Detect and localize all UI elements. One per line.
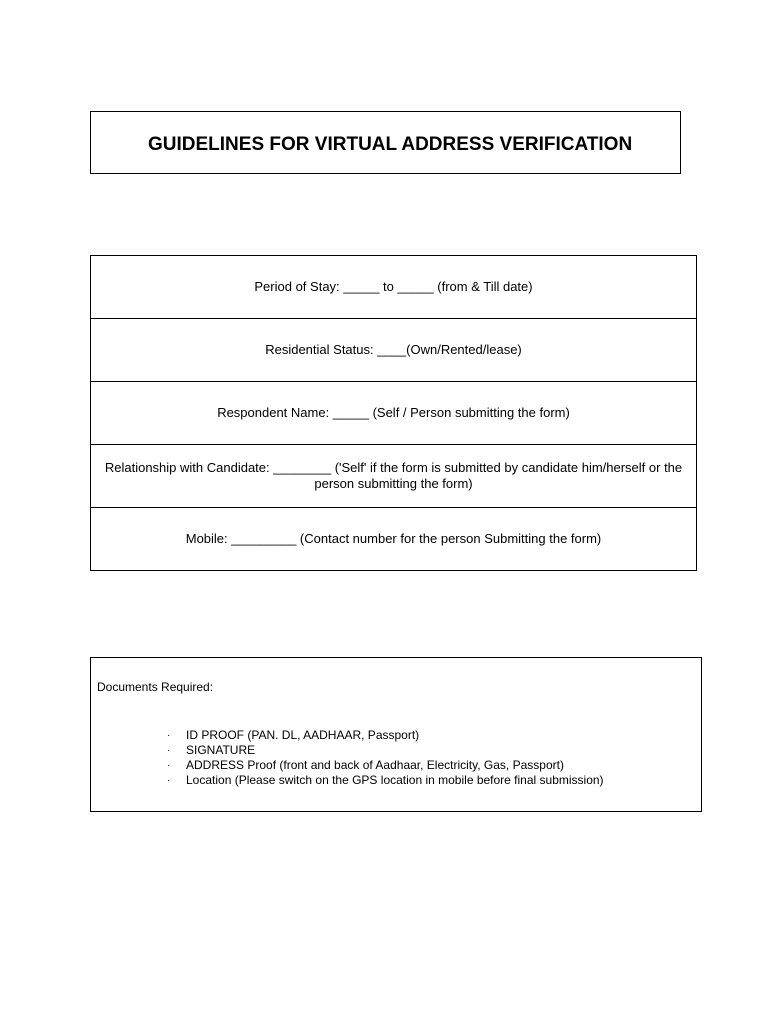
field-row-relationship — [91, 445, 697, 508]
list-item — [167, 773, 604, 788]
field-residential-status: Residential Status: ____(Own/Rented/lease) — [91, 319, 697, 382]
field-row-residential-status — [91, 319, 697, 382]
field-mobile: Mobile: _________ (Contact number for the person Submitting the form) — [91, 508, 697, 571]
field-respondent-name: Respondent Name: _____ (Self / Person submitting the form) — [91, 382, 697, 445]
list-item — [167, 758, 604, 773]
document-item-label: Location (Please switch on the GPS location in mobile before final submission) — [186, 773, 604, 787]
document-item-label: ADDRESS Proof (front and back of Aadhaar, Electricity, Gas, Passport) — [186, 758, 564, 772]
title-box — [90, 111, 681, 174]
bullet-dot-icon: · — [167, 775, 171, 786]
bullet-dot-icon: · — [167, 760, 171, 771]
field-relationship-with-candidate: Relationship with Candidate: ________ ('Self' if the form is submitted by candidate him/herself or the person submitting the form) — [91, 445, 697, 508]
field-row-mobile — [91, 508, 697, 571]
field-row-period-of-stay — [91, 256, 697, 319]
documents-required-box — [90, 657, 702, 812]
bullet-dot-icon: · — [167, 730, 171, 741]
bullet-dot-icon: · — [167, 745, 171, 756]
form-fields-table — [90, 255, 697, 571]
page-title: GUIDELINES FOR VIRTUAL ADDRESS VERIFICATION — [148, 134, 633, 155]
document-item-label: SIGNATURE — [186, 743, 256, 757]
documents-list — [167, 728, 604, 788]
documents-heading: Documents Required: — [97, 680, 214, 694]
document-item-label: ID PROOF (PAN. DL, AADHAAR, Passport) — [186, 728, 420, 742]
field-period-of-stay: Period of Stay: _____ to _____ (from & Till date) — [91, 256, 697, 319]
list-item — [167, 728, 604, 743]
field-row-respondent-name — [91, 382, 697, 445]
list-item — [167, 743, 604, 758]
